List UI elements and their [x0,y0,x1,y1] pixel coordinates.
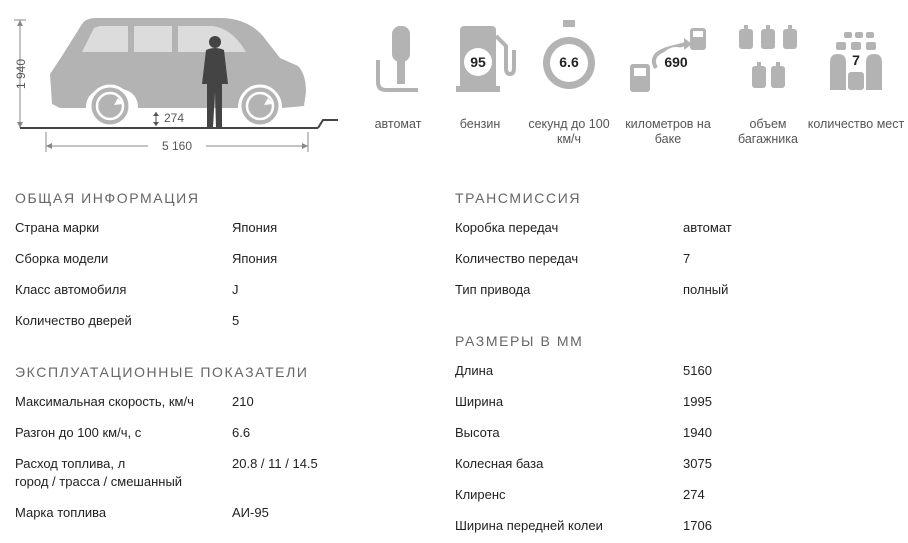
spec-key: Высота [455,425,500,440]
fuel-octane-value: 95 [470,54,486,70]
spec-value: Япония [232,251,278,266]
spec-key: Страна марки [15,220,100,235]
spec-key: Тип привода [455,282,531,297]
spec-value: 7 [683,251,691,266]
spec-value: 5 [232,313,240,328]
spec-key: Максимальная скорость, км/ч [15,394,194,409]
length-label: 5 160 [161,139,193,153]
spec-value: 20.8 / 11 / 14.5 [232,456,318,471]
spec-value: 6.6 [232,425,251,440]
spec-key: Марка топлива [15,505,107,520]
range-value: 690 [664,54,688,70]
spec-key: Количество передач [455,251,579,266]
spec-value: 210 [232,394,254,409]
spec-key: Ширина [455,394,504,409]
spec-value: Япония [232,220,278,235]
feature-label: автомат [374,117,422,131]
spec-key: Длина [455,363,494,378]
acceleration-value: 6.6 [559,54,579,70]
performance-section-title: ЭКСПЛУАТАЦИОННЫЕ ПОКАЗАТЕЛИ [15,364,309,380]
spec-value: 1995 [683,394,712,409]
spec-key: Ширина передней колеи [455,518,603,533]
spec-value: 5160 [683,363,712,378]
feature-label: секунд до 100 км/ч [528,117,610,146]
feature-label: километров на баке [625,117,711,146]
spec-key: Разгон до 100 км/ч, с [15,425,142,440]
spec-key-secondary: город / трасса / смешанный [15,474,183,489]
feature-range [618,16,718,146]
spec-key: Класс автомобиля [15,282,127,297]
spec-key: Коробка передач [455,220,559,235]
seats-value: 7 [852,52,860,68]
spec-value: 3075 [683,456,712,471]
transmission-section-title: ТРАНСМИССИЯ [455,190,582,206]
spec-row [15,455,435,491]
spec-key: Количество дверей [15,313,132,328]
spec-key: Клиренс [455,487,506,502]
feature-label: объем багажника [737,117,798,146]
spec-key: Сборка модели [15,251,109,266]
spec-value: АИ-95 [232,505,269,520]
feature-trunk [718,16,818,146]
car-silhouette [50,18,306,126]
car-dimensions-diagram [0,0,345,170]
luggage-icon [718,16,818,106]
feature-label: бензин [459,117,501,131]
feature-seats [806,16,906,131]
feature-fuel [430,16,530,131]
dimensions-section-title: РАЗМЕРЫ В ММ [455,333,584,349]
spec-value: 1706 [683,518,712,533]
spec-key: Расход топлива, л [15,456,126,471]
spec-value: 274 [683,487,705,502]
spec-value: 1940 [683,425,712,440]
feature-label: количество мест [807,117,905,131]
feature-acceleration [519,16,619,146]
spec-key: Колесная база [455,456,544,471]
spec-value: автомат [683,220,732,235]
clearance-label: 274 [164,111,185,125]
spec-value: полный [683,282,729,297]
height-label: 1 940 [14,58,28,90]
general-section-title: ОБЩАЯ ИНФОРМАЦИЯ [15,190,200,206]
spec-value: J [232,282,239,297]
